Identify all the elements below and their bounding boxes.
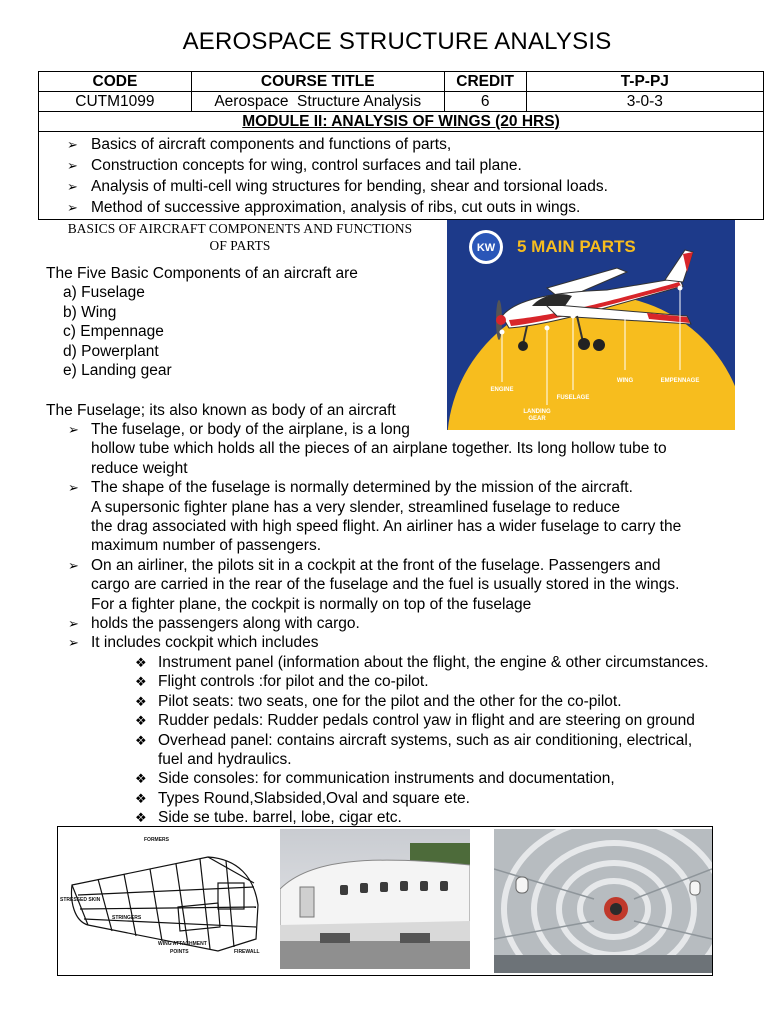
diagram-label-wing-attach: WING ATTACHMENT xyxy=(158,941,207,947)
topic-text: Method of successive approximation, analysis of ribs, cut outs in wings. xyxy=(91,199,581,216)
module-title: MODULE II: ANALYSIS OF WINGS (20 HRS) xyxy=(39,112,764,132)
fuselage-heading: The Fuselage; its also known as body of an aircraft xyxy=(46,402,396,419)
course-table-row xyxy=(39,92,764,112)
cockpit-item xyxy=(46,769,726,788)
cockpit-text: Rudder pedals: Rudder pedals control yaw in flight and are steering on ground xyxy=(158,712,695,730)
bullet-line: It includes cockpit which includes xyxy=(91,634,319,652)
bullet-line: A supersonic fighter plane has a very slender, streamlined fuselage to reduce xyxy=(91,498,621,516)
bullet-item xyxy=(46,614,726,633)
poster-label-gear: GEAR xyxy=(528,416,546,422)
intro-lead: The Five Basic Components of an aircraft are xyxy=(46,265,358,282)
list-marker: d) xyxy=(63,342,77,360)
arrow-bullet-icon: ➢ xyxy=(67,158,78,173)
poster-graphic xyxy=(447,220,735,430)
header-tppj: T-P-PJ xyxy=(526,72,763,92)
diamond-bullet-icon: ❖ xyxy=(135,732,147,748)
list-text: Powerplant xyxy=(81,342,159,360)
poster-label-wing: WING xyxy=(616,378,634,384)
bullet-line: For a fighter plane, the cockpit is normally on top of the fuselage xyxy=(91,595,532,613)
bullet-line: cargo are carried in the rear of the fuselage and the fuel is usually stored in the wings. xyxy=(91,576,680,594)
diagram-label-firewall: FIREWALL xyxy=(234,949,260,955)
cell-code: CUTM1099 xyxy=(39,92,192,112)
fuselage-structure-diagram xyxy=(58,827,276,975)
bullet-line: hollow tube which holds all the pieces of an airplane together. Its long hollow tube to xyxy=(91,440,667,458)
list-item xyxy=(46,283,358,302)
arrow-bullet-icon: ➢ xyxy=(67,137,78,152)
bullet-line: reduce weight xyxy=(91,459,188,477)
diamond-bullet-icon: ❖ xyxy=(135,713,147,729)
poster-headline: 5 MAIN PARTS xyxy=(517,237,636,256)
list-marker: b) xyxy=(63,303,77,321)
cockpit-item xyxy=(46,731,726,750)
list-marker: e) xyxy=(63,362,77,380)
arrow-bullet-icon: ➢ xyxy=(67,200,78,215)
components-list xyxy=(46,283,358,380)
course-table xyxy=(38,71,764,220)
arrow-bullet-icon: ➢ xyxy=(68,557,79,573)
cockpit-item xyxy=(46,692,726,711)
fuselage-interior-photo xyxy=(494,829,712,973)
topic-item xyxy=(39,176,763,197)
fuselage-photo xyxy=(280,829,470,969)
bullet-item xyxy=(46,420,726,478)
arrow-bullet-icon: ➢ xyxy=(67,179,78,194)
cell-credit: 6 xyxy=(444,92,526,112)
topic-text: Analysis of multi-cell wing structures for bending, shear and torsional loads. xyxy=(91,178,608,195)
poster-label-fuselage: FUSELAGE xyxy=(556,395,590,401)
bullet-line: The fuselage, or body of the airplane, is a long xyxy=(91,421,410,438)
arrow-bullet-icon: ➢ xyxy=(68,616,79,632)
diagram-label-points: POINTS xyxy=(170,949,189,955)
diagram-label-formers: FORMERS xyxy=(144,837,169,843)
topic-text: Basics of aircraft components and functions of parts, xyxy=(91,136,452,153)
fuselage-images-strip xyxy=(57,826,713,976)
bullet-item xyxy=(46,556,726,614)
header-course-title: COURSE TITLE xyxy=(191,72,444,92)
components-intro xyxy=(46,264,358,380)
cockpit-text: Overhead panel: contains aircraft systems, such as air conditioning, electrical, xyxy=(158,731,693,749)
cockpit-text: Instrument panel (information about the flight, the engine & other circumstances. xyxy=(158,653,709,671)
diagram-label-stringers: STRINGERS xyxy=(112,915,142,921)
diamond-bullet-icon: ❖ xyxy=(135,790,147,806)
list-text: Wing xyxy=(81,303,117,321)
list-marker: a) xyxy=(63,284,77,302)
bullet-line: The shape of the fuselage is normally determined by the mission of the aircraft. xyxy=(91,479,633,497)
diamond-bullet-icon: ❖ xyxy=(135,693,147,709)
cockpit-item xyxy=(46,672,726,691)
header-code: CODE xyxy=(39,72,192,92)
list-item xyxy=(46,303,358,322)
header-credit: CREDIT xyxy=(444,72,526,92)
module-row xyxy=(39,112,764,132)
cell-course-title: Aerospace Structure Analysis xyxy=(191,92,444,112)
course-table-header xyxy=(39,72,764,92)
logo-text: KW xyxy=(476,242,496,254)
bullet-item xyxy=(46,633,726,652)
bullet-line: the drag associated with high speed flight. An airliner has a wider fuselage to carry the xyxy=(91,518,682,536)
arrow-bullet-icon: ➢ xyxy=(68,635,79,651)
poster-label-landing: LANDING xyxy=(523,409,551,415)
cockpit-item xyxy=(46,711,726,730)
list-text: Empennage xyxy=(80,323,164,341)
diagram-label-stressed-skin: STRESSED SKIN xyxy=(60,897,101,903)
topic-item xyxy=(39,197,763,218)
arrow-bullet-icon: ➢ xyxy=(68,422,79,437)
cockpit-item xyxy=(46,808,726,827)
bullet-item xyxy=(46,478,726,556)
arrow-bullet-icon: ➢ xyxy=(68,480,79,496)
bullet-line: maximum number of passengers. xyxy=(91,537,322,555)
bullet-line: holds the passengers along with cargo. xyxy=(91,615,360,633)
list-item xyxy=(46,342,358,361)
cockpit-text: fuel and hydraulics. xyxy=(158,750,292,768)
cockpit-item xyxy=(46,653,726,672)
cockpit-item xyxy=(46,789,726,808)
list-text: Fuselage xyxy=(81,284,145,302)
section-heading-line: BASICS OF AIRCRAFT COMPONENTS AND FUNCTIONS xyxy=(67,221,413,236)
list-item xyxy=(46,322,358,341)
cockpit-text: Side consoles: for communication instruments and documentation, xyxy=(158,770,615,788)
bullet-line: On an airliner, the pilots sit in a cockpit at the front of the fuselage. Passengers and xyxy=(91,556,661,574)
diamond-bullet-icon: ❖ xyxy=(135,771,147,787)
diamond-bullet-icon: ❖ xyxy=(135,810,147,826)
list-marker: c) xyxy=(63,323,76,341)
cell-tppj: 3-0-3 xyxy=(526,92,763,112)
section-heading xyxy=(40,220,440,254)
fuselage-bullets xyxy=(46,420,726,828)
cockpit-text: Side se tube. barrel, lobe, cigar etc. xyxy=(158,809,402,827)
topic-text: Construction concepts for wing, control surfaces and tail plane. xyxy=(91,157,522,174)
poster-label-engine: ENGINE xyxy=(490,387,514,393)
five-main-parts-poster xyxy=(447,220,735,430)
page-title: AEROSPACE STRUCTURE ANALYSIS xyxy=(182,28,612,55)
cockpit-text: Flight controls :for pilot and the co-pilot. xyxy=(158,673,429,691)
topics-cell xyxy=(39,132,764,220)
cockpit-item-continued xyxy=(46,750,726,769)
topic-item xyxy=(39,134,763,155)
diamond-bullet-icon: ❖ xyxy=(135,674,147,690)
topics-row xyxy=(39,132,764,220)
cockpit-text: Types Round,Slabsided,Oval and square ete. xyxy=(158,789,470,807)
poster-label-empennage: EMPENNAGE xyxy=(660,378,700,384)
diamond-bullet-icon: ❖ xyxy=(135,654,147,670)
section-heading-line: OF PARTS xyxy=(209,238,271,253)
cockpit-text: Pilot seats: two seats, one for the pilot and the other for the co-pilot. xyxy=(158,692,622,710)
list-text: Landing gear xyxy=(81,362,172,380)
topic-item xyxy=(39,155,763,176)
list-item xyxy=(46,361,358,380)
